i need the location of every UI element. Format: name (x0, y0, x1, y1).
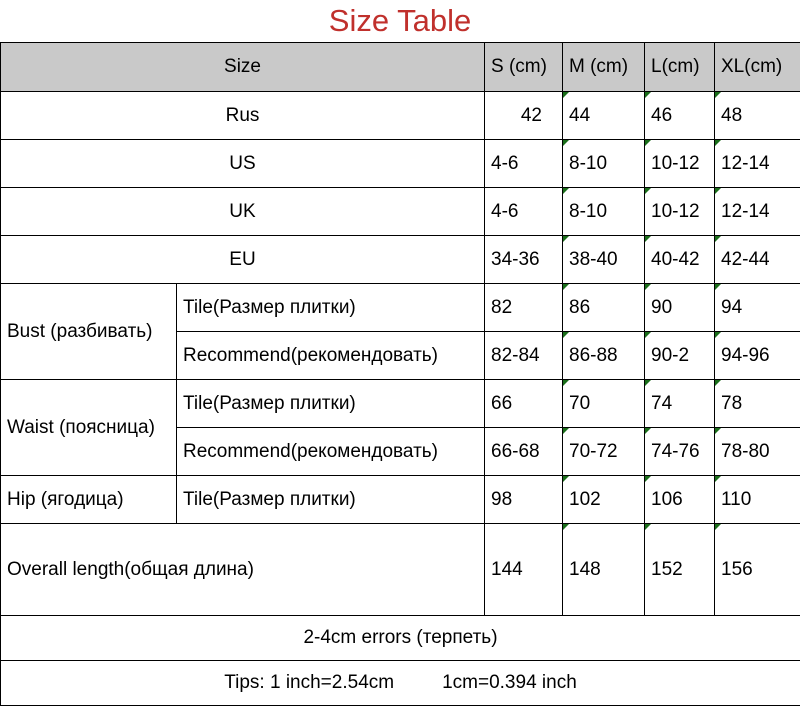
cell-eu-s: 34-36 (485, 236, 563, 284)
cell-hip-xl: 110 (715, 476, 800, 524)
table-row-overall (1, 524, 800, 616)
cell-rus-s: 42 (485, 92, 563, 140)
cell-us-l: 10-12 (645, 140, 715, 188)
cell-waist-tile-m: 70 (563, 380, 645, 428)
page-title: Size Table (0, 0, 800, 42)
header-xl: XL(cm) (715, 43, 800, 92)
size-header: Size (1, 43, 485, 92)
cell-hip-s: 98 (485, 476, 563, 524)
cell-uk-l: 10-12 (645, 188, 715, 236)
row-label-eu: EU (1, 236, 485, 284)
sub-label-hip-tile: Tile(Размер плитки) (177, 476, 485, 524)
table-row-bust-tile (1, 284, 800, 332)
cell-bust-rec-s: 82-84 (485, 332, 563, 380)
row-label-us: US (1, 140, 485, 188)
table-row-uk (1, 188, 800, 236)
cell-rus-l: 46 (645, 92, 715, 140)
cell-uk-m: 8-10 (563, 188, 645, 236)
cell-waist-rec-l: 74-76 (645, 428, 715, 476)
tips-cm: 1cm=0.394 inch (442, 672, 577, 694)
cell-bust-tile-l: 90 (645, 284, 715, 332)
table-row-hip (1, 476, 800, 524)
cell-overall-m: 148 (563, 524, 645, 616)
cell-bust-rec-xl: 94-96 (715, 332, 800, 380)
cell-eu-l: 40-42 (645, 236, 715, 284)
cell-bust-tile-s: 82 (485, 284, 563, 332)
cell-overall-s: 144 (485, 524, 563, 616)
cell-overall-xl: 156 (715, 524, 800, 616)
table-row-errors (1, 616, 800, 661)
cell-waist-tile-xl: 78 (715, 380, 800, 428)
header-s: S (cm) (485, 43, 563, 92)
cell-waist-rec-m: 70-72 (563, 428, 645, 476)
cell-uk-s: 4-6 (485, 188, 563, 236)
table-row-tips (1, 661, 800, 706)
cell-bust-tile-xl: 94 (715, 284, 800, 332)
table-row-waist-tile (1, 380, 800, 428)
row-label-rus: Rus (1, 92, 485, 140)
cell-uk-xl: 12-14 (715, 188, 800, 236)
cell-us-xl: 12-14 (715, 140, 800, 188)
header-row (1, 43, 800, 92)
cell-us-m: 8-10 (563, 140, 645, 188)
cell-rus-m: 44 (563, 92, 645, 140)
header-l: L(cm) (645, 43, 715, 92)
tips-inch: Tips: 1 inch=2.54cm (224, 672, 394, 694)
size-table (0, 42, 800, 706)
row-label-hip: Hip (ягодица) (1, 476, 177, 524)
tips-cell (1, 661, 800, 706)
cell-eu-m: 38-40 (563, 236, 645, 284)
cell-bust-rec-l: 90-2 (645, 332, 715, 380)
cell-rus-xl: 48 (715, 92, 800, 140)
sub-label-bust-recommend: Recommend(рекомендовать) (177, 332, 485, 380)
sub-label-waist-tile: Tile(Размер плитки) (177, 380, 485, 428)
row-label-bust: Bust (разбивать) (1, 284, 177, 380)
cell-waist-rec-xl: 78-80 (715, 428, 800, 476)
cell-overall-l: 152 (645, 524, 715, 616)
row-label-uk: UK (1, 188, 485, 236)
cell-waist-tile-s: 66 (485, 380, 563, 428)
row-label-waist: Waist (поясница) (1, 380, 177, 476)
cell-eu-xl: 42-44 (715, 236, 800, 284)
table-row-rus (1, 92, 800, 140)
errors-note: 2-4cm errors (терпеть) (1, 616, 800, 661)
table-row-eu (1, 236, 800, 284)
header-m: M (cm) (563, 43, 645, 92)
table-row-us (1, 140, 800, 188)
sub-label-bust-tile: Tile(Размер плитки) (177, 284, 485, 332)
cell-waist-rec-s: 66-68 (485, 428, 563, 476)
row-label-overall: Overall length(общая длина) (1, 524, 485, 616)
cell-hip-m: 102 (563, 476, 645, 524)
cell-hip-l: 106 (645, 476, 715, 524)
cell-bust-rec-m: 86-88 (563, 332, 645, 380)
cell-bust-tile-m: 86 (563, 284, 645, 332)
cell-waist-tile-l: 74 (645, 380, 715, 428)
cell-us-s: 4-6 (485, 140, 563, 188)
sub-label-waist-recommend: Recommend(рекомендовать) (177, 428, 485, 476)
